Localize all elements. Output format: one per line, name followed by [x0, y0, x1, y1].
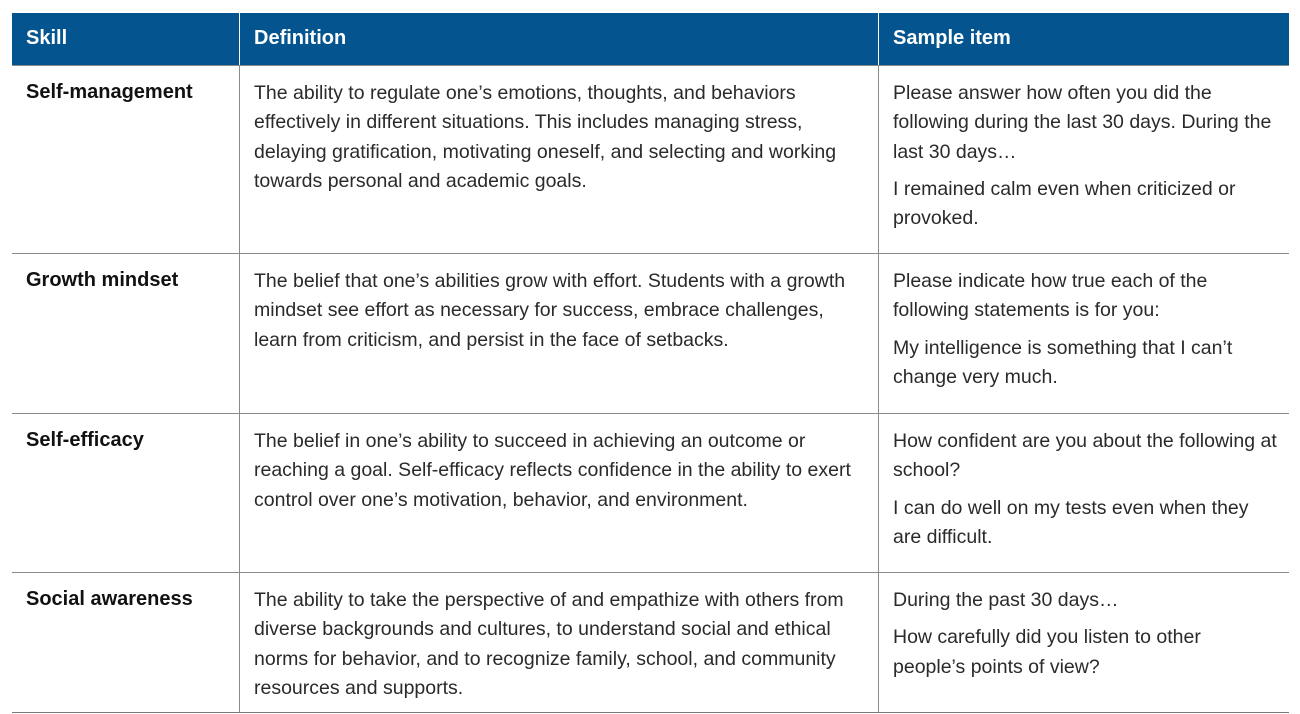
sample-item-text: I remained calm even when criticized or provoked. — [893, 177, 1236, 230]
sample-item-cell — [878, 573, 1289, 712]
skill-name: Self-efficacy — [26, 429, 144, 451]
skill-definition: The belief in one’s ability to succeed in achieving an outcome or reaching a goal. Self-efficacy reflects confidence in the ability to exert control over one’s motivation, behavior, and environment. — [239, 414, 878, 572]
table-row — [12, 253, 1289, 413]
sample-item-text: How carefully did you listen to other people’s points of view? — [893, 626, 1201, 678]
sample-item-cell — [878, 66, 1289, 253]
header-skill: Skill — [26, 27, 68, 49]
table-row — [12, 65, 1289, 253]
table-row — [12, 413, 1289, 572]
skill-definition: The belief that one’s abilities grow with effort. Students with a growth mindset see effort as necessary for success, embrace challenges, learn from criticism, and persist in the face of setbacks. — [239, 254, 878, 413]
sample-prompt: Please indicate how true each of the following statements is for you: — [893, 270, 1208, 322]
table-row — [12, 572, 1289, 712]
skill-name: Self-management — [26, 81, 193, 103]
skill-definition: The ability to take the perspective of and empathize with others from diverse backgrounds and cultures, to understand social and ethical norms for behavior, and to recognize family, school, and community resources and supports. — [239, 573, 878, 712]
sample-prompt: During the past 30 days… — [893, 589, 1119, 611]
sample-prompt: Please answer how often you did the following during the last 30 days. During the last 30 days… — [893, 82, 1272, 163]
sample-prompt: How confident are you about the following at school? — [893, 430, 1277, 482]
skills-table — [12, 13, 1289, 713]
skill-definition: The ability to regulate one’s emotions, thoughts, and behaviors effectively in different situations. This includes managing stress, delaying gratification, motivating oneself, and selecting and working towards personal and academic goals. — [239, 66, 878, 253]
sample-item-cell — [878, 254, 1289, 413]
sample-item-text: My intelligence is something that I can’t change very much. — [893, 336, 1233, 388]
table-header-row — [12, 13, 1289, 65]
header-definition: Definition — [239, 13, 878, 65]
skill-name: Social awareness — [26, 588, 193, 610]
sample-item-text: I can do well on my tests even when they are difficult. — [893, 496, 1249, 548]
skill-name: Growth mindset — [26, 269, 179, 291]
sample-item-cell — [878, 414, 1289, 572]
header-sample-item: Sample item — [878, 13, 1289, 65]
